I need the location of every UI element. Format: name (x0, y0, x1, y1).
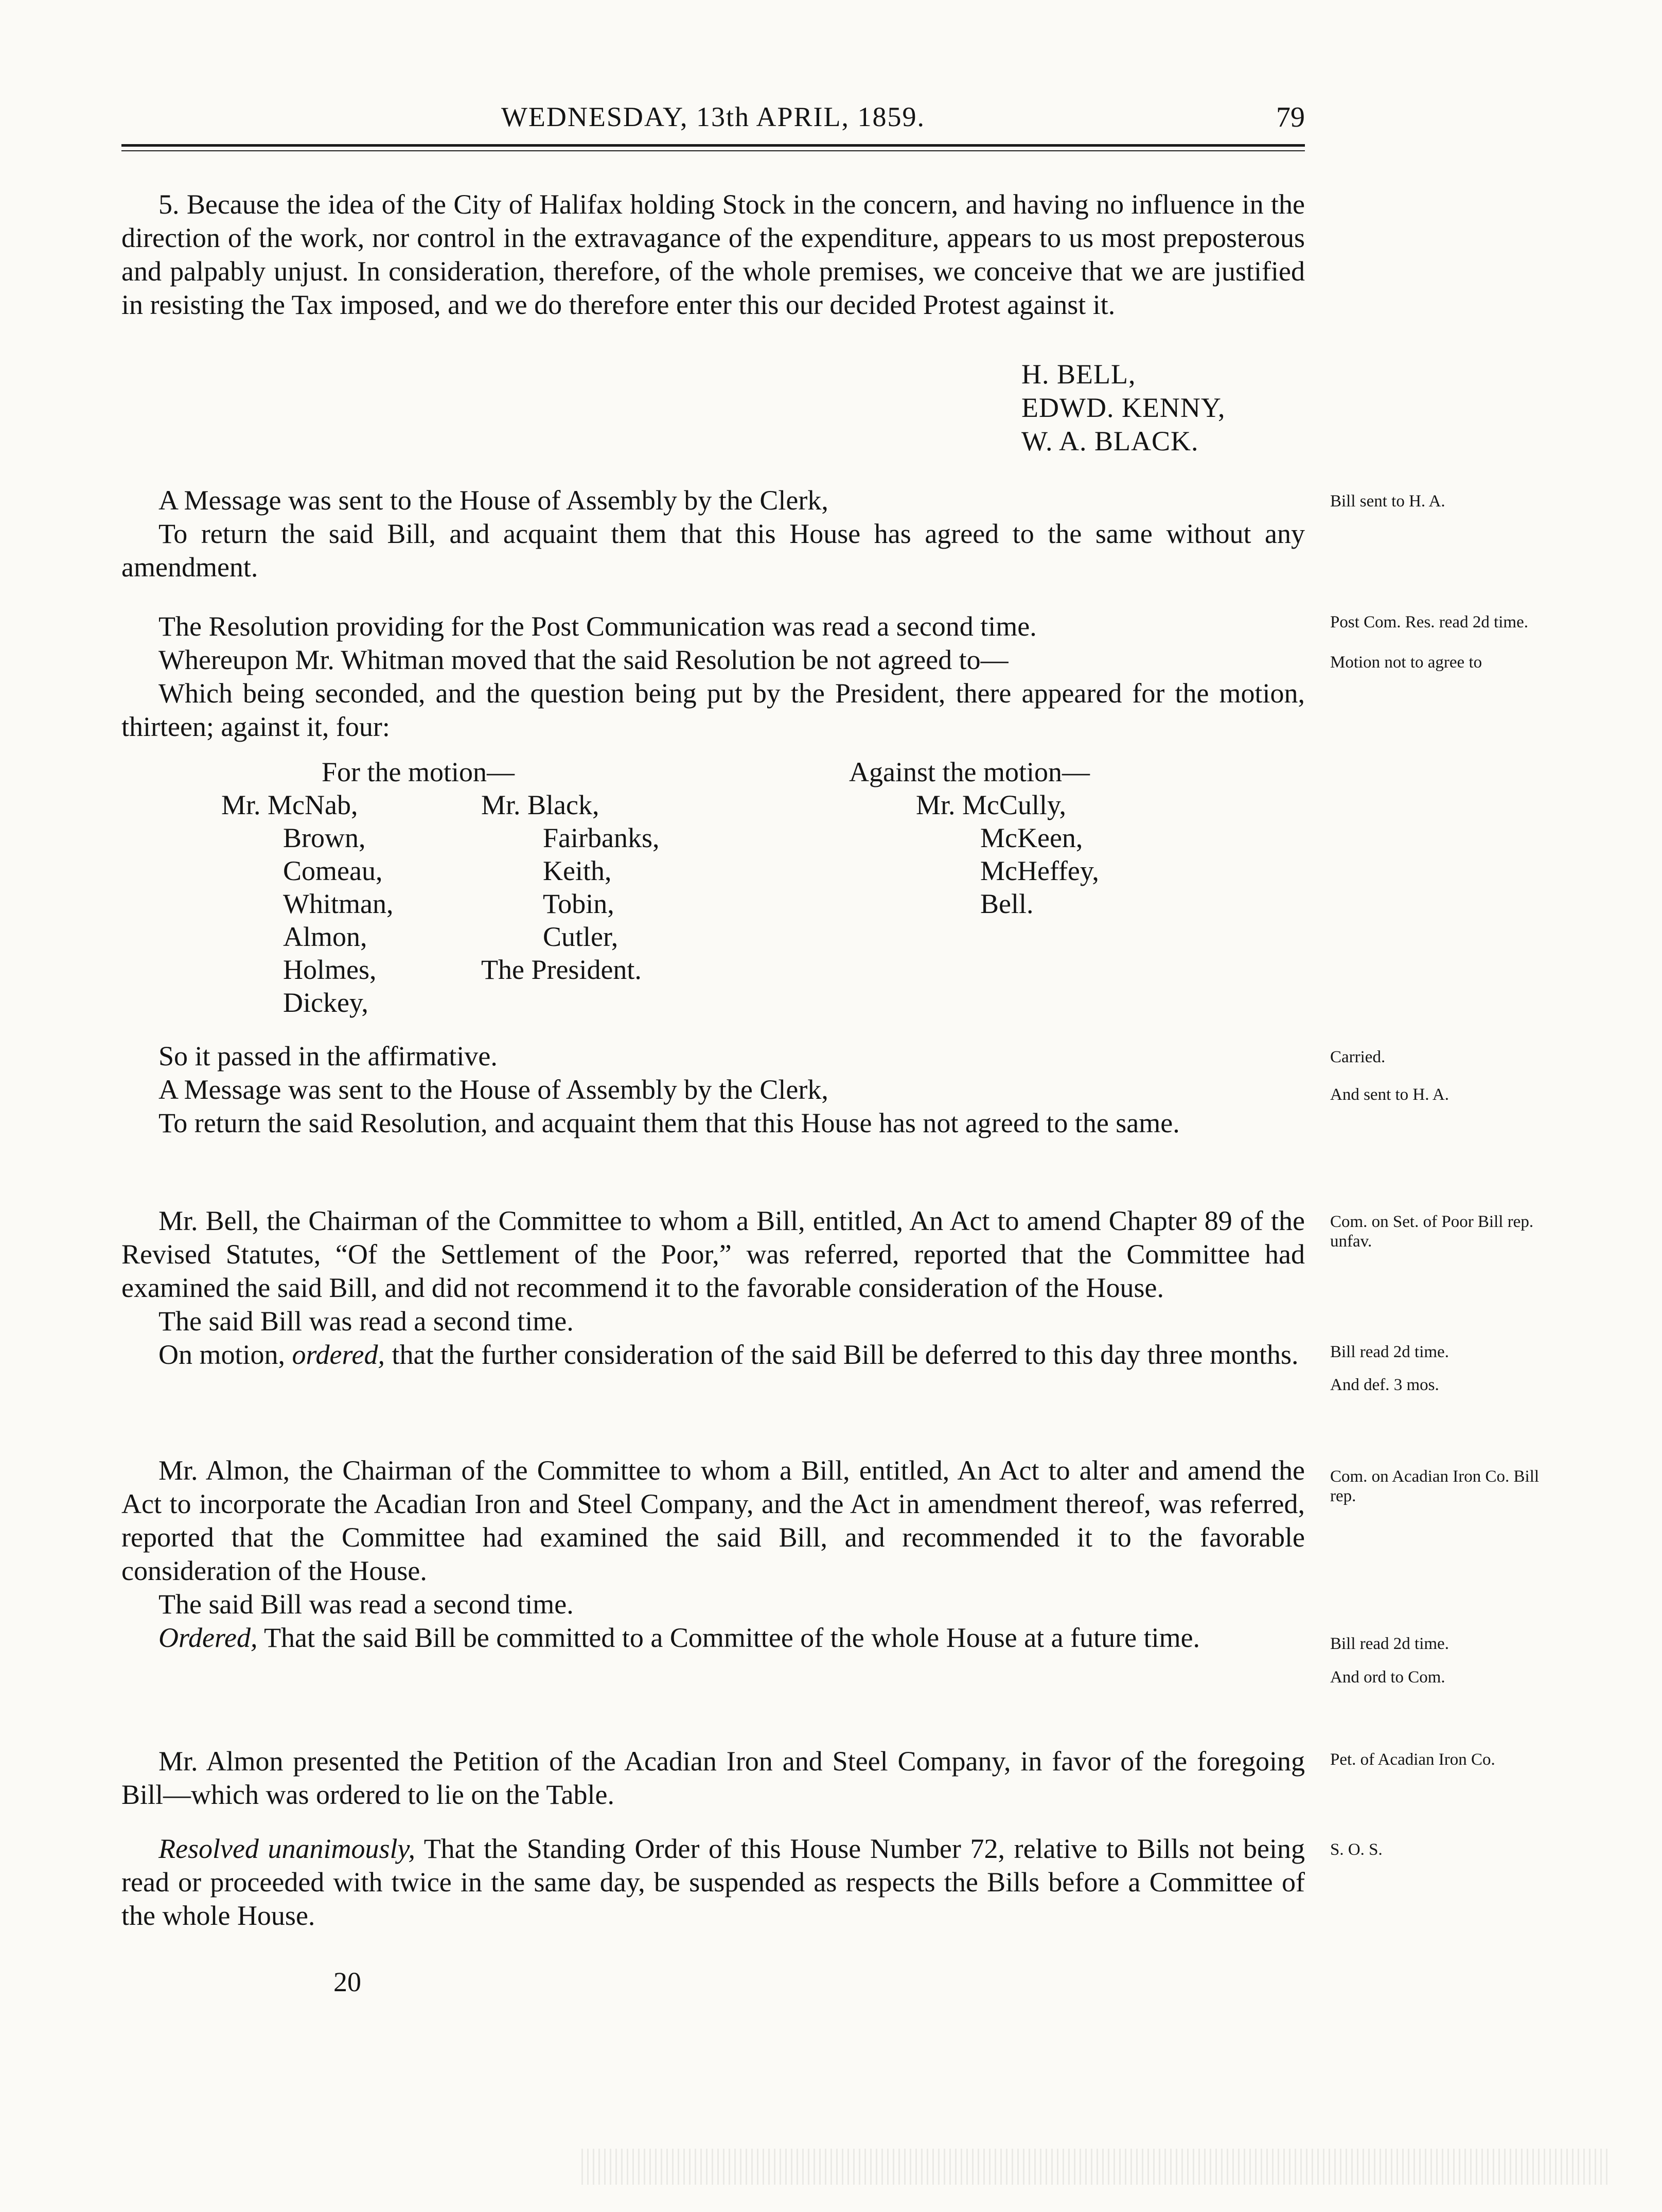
page-title: WEDNESDAY, 13th APRIL, 1859. (501, 101, 926, 132)
poor-bill-report: Mr. Bell, the Chairman of the Committee to whom a Bill, entitled, An Act to amend Chapter 89 of the Revised Statutes, “Of the Settlement of the Poor,” was referred, reported that the Committee had examined the said Bill, and did not recommend it to the favorable consideration of the House. (121, 1205, 1305, 1303)
against-heading: Against the motion— (849, 757, 1090, 787)
page-number: 79 (1276, 101, 1305, 133)
voter-name: Mr. McNab, (221, 789, 358, 820)
return-resolution-line: To return the said Resolution, and acquaint them that this House has not agreed to the same. (158, 1108, 1180, 1138)
voter-name: Fairbanks, (543, 822, 660, 853)
signature-block (1021, 358, 1225, 458)
poor-bill-section (121, 1204, 1305, 1372)
voter-name: McKeen, (980, 822, 1083, 853)
margin-note-ordered: And ord to Com. (1330, 1668, 1445, 1687)
second-reading-line: The said Bill was read a second time. (158, 1306, 574, 1337)
voter-name: Dickey, (283, 987, 368, 1018)
affirmative-line: So it passed in the affirmative. (158, 1041, 498, 1072)
acadian-bill-report: Mr. Almon, the Chairman of the Committee to whom a Bill, entitled, An Act to alter and amend the Act to incorporate the Acadian Iron and Steel Company, and the Act in amendment thereof, was referred, reported that the Committee had examined the said Bill, and recommended it to the favorable consideration of the House. (121, 1455, 1305, 1586)
standing-order-section (121, 1832, 1305, 1933)
voter-name: McHeffey, (980, 855, 1099, 886)
voter-name: Comeau, (283, 855, 383, 886)
for-column-1 (221, 788, 393, 1019)
margin-note-motion: Motion not to agree to (1330, 653, 1482, 672)
margin-note-sent: And sent to H. A. (1330, 1085, 1449, 1104)
signature-mark: 20 (333, 1967, 361, 1997)
signature-kenny: EDWD. KENNY, (1021, 392, 1226, 423)
header-rule-thin (121, 150, 1305, 151)
against-column (916, 788, 1099, 920)
resolution-section (121, 610, 1305, 744)
margin-note-poor-bill: Com. on Set. of Poor Bill rep. unfav. (1330, 1213, 1534, 1251)
voter-name: Almon, (283, 921, 367, 952)
page-header (121, 101, 1305, 139)
margin-note-carried: Carried. (1330, 1048, 1386, 1066)
scan-grain (581, 2149, 1611, 2185)
voter-name: Brown, (283, 822, 366, 853)
message-line: A Message was sent to the House of Assembly by the Clerk, (158, 1074, 828, 1105)
for-column-2 (481, 788, 659, 986)
petition-paragraph: Mr. Almon presented the Petition of the Acadian Iron and Steel Company, in favor of the foregoing Bill—which was ordered to lie on the Table. (121, 1746, 1305, 1810)
voter-name: The President. (481, 954, 642, 985)
resolution-read-line: The Resolution providing for the Post Communication was read a second time. (158, 611, 1037, 642)
deferral-line: On motion, ordered, that the further consideration of the said Bill be deferred to this day three months. (158, 1339, 1299, 1370)
signature-black: W. A. BLACK. (1021, 426, 1199, 457)
margin-note-acadian: Com. on Acadian Iron Co. Bill rep. (1330, 1467, 1540, 1505)
margin-note-sos: S. O. S. (1330, 1840, 1383, 1859)
petition-section (121, 1745, 1305, 1812)
signature-bell: H. BELL, (1021, 359, 1136, 390)
carried-section (121, 1040, 1305, 1140)
voter-name: Bell. (980, 888, 1034, 919)
protest-section (121, 188, 1305, 322)
margin-note-petition: Pet. of Acadian Iron Co. (1330, 1750, 1495, 1769)
second-reading-line: The said Bill was read a second time. (158, 1589, 574, 1620)
voter-name: Mr. McCully, (916, 789, 1067, 820)
voter-name: Tobin, (543, 888, 614, 919)
voter-name: Whitman, (283, 888, 394, 919)
margin-note-read: Bill read 2d time. (1330, 1343, 1449, 1361)
header-rule-thick (121, 144, 1305, 147)
margin-note-post-com: Post Com. Res. read 2d time. (1330, 613, 1528, 631)
protest-paragraph: 5. Because the idea of the City of Halifax holding Stock in the concern, and having no influence in the direction of the work, nor control in the extravagance of the expenditure, appears to us most preposterous and palpably unjust. In consideration, therefore, of the whole premises, we conceive that we are justified in resisting the Tax imposed, and we do therefore enter this our decided Protest against it. (121, 189, 1305, 320)
message-line: A Message was sent to the House of Assembly by the Clerk, (158, 485, 828, 516)
standing-order-paragraph: Resolved unanimously, That the Standing Order of this House Number 72, relative to Bills not being read or proceeded with twice in the same day, be suspended as respects the Bills before a Committee of the whole House. (121, 1833, 1305, 1931)
voter-name: Holmes, (283, 954, 377, 985)
committee-order-line: Ordered, That the said Bill be committed to a Committee of the whole House at a future time. (158, 1622, 1200, 1653)
for-heading: For the motion— (322, 757, 515, 787)
margin-note-bill-sent: Bill sent to H. A. (1330, 492, 1445, 511)
voter-name: Keith, (543, 855, 612, 886)
voter-name: Mr. Black, (481, 789, 599, 820)
vote-result-line: Which being seconded, and the question being put by the President, there appeared for the motion, thirteen; against it, four: (121, 678, 1305, 742)
message-return-line: To return the said Bill, and acquaint them that this House has agreed to the same without any amendment. (121, 518, 1305, 583)
whitman-motion-line: Whereupon Mr. Whitman moved that the said Resolution be not agreed to— (158, 644, 1009, 675)
voter-name: Cutler, (543, 921, 618, 952)
margin-note-deferred: And def. 3 mos. (1330, 1376, 1439, 1394)
acadian-bill-section (121, 1454, 1305, 1655)
margin-note-read: Bill read 2d time. (1330, 1635, 1449, 1653)
message-section-1 (121, 484, 1305, 584)
